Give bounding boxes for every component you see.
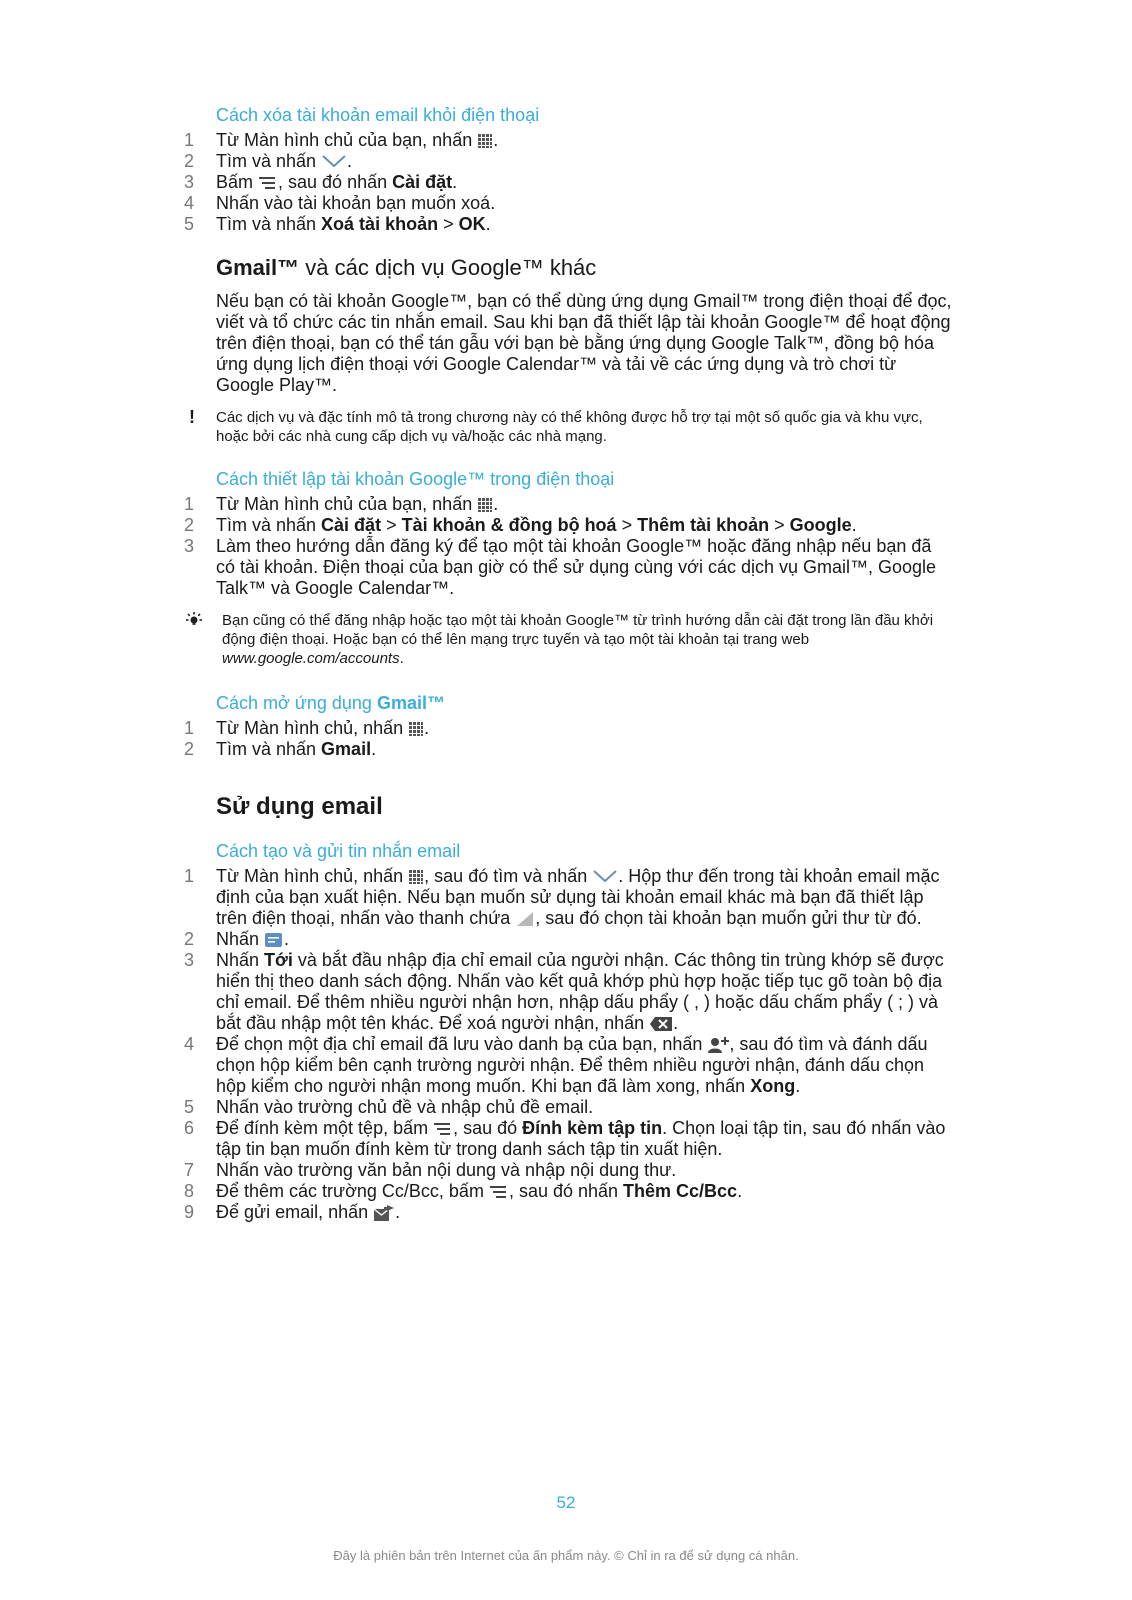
step-separator: > bbox=[769, 515, 790, 535]
step bbox=[184, 193, 954, 214]
section-heading-open-gmail bbox=[216, 692, 954, 714]
step-text: Từ Màn hình chủ của bạn, nhấn bbox=[216, 130, 478, 150]
add-cc-bcc-label: Thêm Cc/Bcc bbox=[623, 1181, 738, 1201]
step bbox=[184, 172, 954, 193]
tip-text: . bbox=[399, 650, 404, 667]
step bbox=[184, 1160, 954, 1181]
settings-label: Cài đặt bbox=[321, 515, 382, 535]
step-number: 2 bbox=[184, 151, 195, 171]
warning-note-text: Các dịch vụ và đặc tính mô tả trong chương này có thể không được hỗ trợ tại một số quốc gia và khu vực, hoặc bởi các nhà cung cấp dịch vụ và/hoặc các nhà mạng. bbox=[216, 409, 923, 445]
step-number: 1 bbox=[184, 130, 195, 150]
step-number: 1 bbox=[184, 718, 195, 738]
step bbox=[184, 130, 954, 151]
warning-note bbox=[189, 407, 954, 446]
step-text: . bbox=[424, 718, 430, 738]
step-text: Tìm và nhấn bbox=[216, 739, 322, 759]
step-text: Từ Màn hình chủ, nhấn bbox=[216, 866, 409, 886]
step-text: Để chọn một địa chỉ email đã lưu vào danh bạ của bạn, nhấn bbox=[216, 1034, 708, 1054]
ok-label: OK bbox=[458, 214, 486, 234]
delete-account-label: Xoá tài khoản bbox=[321, 214, 439, 234]
step-number: 3 bbox=[184, 536, 195, 556]
step bbox=[184, 536, 954, 599]
to-label: Tới bbox=[264, 950, 293, 970]
gmail-section-title bbox=[216, 255, 954, 281]
step bbox=[184, 866, 954, 929]
step-text: . bbox=[795, 1076, 801, 1096]
apps-grid-icon bbox=[408, 721, 424, 737]
step-number: 6 bbox=[184, 1118, 195, 1138]
menu-icon bbox=[489, 1184, 509, 1200]
gmail-label: Gmail bbox=[321, 739, 372, 759]
step-text: , sau đó tìm và đánh dấu chọn hộp kiểm bên cạnh trường người nhận. Để thêm nhiều người nhận, đánh dấu chọn hộp kiểm cho người nhận mong muốn. Khi bạn đã làm xong, nhấn bbox=[216, 1034, 928, 1096]
add-account-label: Thêm tài khoản bbox=[637, 515, 770, 535]
step-number: 3 bbox=[184, 950, 195, 970]
step bbox=[184, 950, 954, 1034]
step-number: 2 bbox=[184, 739, 195, 759]
step-text: . bbox=[493, 494, 499, 514]
compose-icon bbox=[264, 931, 284, 949]
step-number: 8 bbox=[184, 1181, 195, 1201]
step-number: 1 bbox=[184, 866, 195, 886]
page-content bbox=[184, 104, 954, 1223]
delete-account-steps bbox=[184, 130, 954, 235]
step-text: . bbox=[485, 214, 491, 234]
tip-note bbox=[222, 611, 954, 668]
step-text: . bbox=[851, 515, 857, 535]
email-envelope-icon bbox=[592, 868, 618, 886]
step-text: Nhấn bbox=[216, 929, 265, 949]
step-text: Để đính kèm một tệp, bấm bbox=[216, 1118, 434, 1138]
step-text: Bấm bbox=[216, 172, 259, 192]
attach-file-label: Đính kèm tập tin bbox=[522, 1118, 663, 1138]
gmail-paragraph: Nếu bạn có tài khoản Google™, bạn có thể dùng ứng dụng Gmail™ trong điện thoại để đọc, viết và tổ chức các tin nhắn email. Sau khi bạn đã thiết lập tài khoản Google™ để hoạt động trên điện thoại, bạn có thể tán gẫu với bạn bè bằng ứng dụng Google Talk™, đồng bộ hóa ứng dụng lịch điện thoại với Google Calendar™ và tải về các ứng dụng và trò chơi từ Google Play™. bbox=[216, 291, 952, 395]
tip-text: Bạn cũng có thể đăng nhập hoặc tạo một tài khoản Google™ từ trình hướng dẫn cài đặt trong lần đầu khởi động điện thoại. Hoặc bạn có thể lên mạng trực tuyến và tạo một tài khoản tại trang web bbox=[222, 612, 934, 648]
step-text: và bắt đầu nhập địa chỉ email của người nhận. Các thông tin trùng khớp sẽ được hiển thị theo danh sách động. Nhấn vào kết quả khớp phù hợp hoặc tiếp tục gõ toàn bộ địa chỉ email. Để thêm nhiều người nhận hơn, nhập dấu phẩy ( , ) hoặc dấu chấm phẩy ( ; ) và bắt đầu nhập một tên khác. Để xoá người nhận, nhấn bbox=[216, 950, 944, 1033]
step-text: Để thêm các trường Cc/Bcc, bấm bbox=[216, 1181, 489, 1201]
step-number: 2 bbox=[184, 929, 195, 949]
step-text: Làm theo hướng dẫn đăng ký để tạo một tài khoản Google™ hoặc đăng nhập nếu bạn đã có tài khoản. Điện thoại của bạn giờ có thể sử dụng cùng với các dịch vụ Gmail™, Google Talk™ và Google Calendar™. bbox=[216, 536, 937, 598]
compose-email-steps bbox=[184, 866, 954, 1223]
google-accounts-link[interactable]: www.google.com/accounts bbox=[222, 650, 400, 667]
step-text: Nhấn vào trường văn bản nội dung và nhập nội dung thư. bbox=[216, 1160, 677, 1180]
step bbox=[184, 718, 954, 739]
step bbox=[184, 214, 954, 235]
step bbox=[184, 929, 954, 950]
step-number: 2 bbox=[184, 515, 195, 535]
done-label: Xong bbox=[750, 1076, 796, 1096]
step-text: , sau đó nhấn bbox=[508, 1181, 624, 1201]
lightbulb-icon bbox=[184, 611, 204, 631]
step-number: 4 bbox=[184, 193, 195, 213]
step-text: , sau đó chọn tài khoản bạn muốn gửi thư từ đó. bbox=[535, 908, 922, 928]
step-text: . bbox=[347, 151, 353, 171]
step-text: Tìm và nhấn bbox=[216, 214, 322, 234]
step-number: 1 bbox=[184, 494, 195, 514]
copyright-footer: Đây là phiên bản trên Internet của ấn phẩm này. © Chỉ in ra để sử dụng cá nhân. bbox=[333, 1548, 799, 1563]
step-separator: > bbox=[438, 214, 459, 234]
step-text: , sau đó tìm và nhấn bbox=[424, 866, 593, 886]
send-icon bbox=[373, 1204, 395, 1222]
step bbox=[184, 739, 954, 760]
step-number: 4 bbox=[184, 1034, 195, 1054]
warning-icon: ! bbox=[189, 407, 195, 427]
setup-google-steps bbox=[184, 494, 954, 599]
step-text: . bbox=[673, 1013, 679, 1033]
step-text: . bbox=[371, 739, 377, 759]
step-text: Để gửi email, nhấn bbox=[216, 1202, 374, 1222]
menu-icon bbox=[258, 175, 278, 191]
gmail-title-rest: và các dịch vụ Google™ khác bbox=[299, 255, 597, 280]
step-number: 5 bbox=[184, 214, 195, 234]
section-heading-setup-google: Cách thiết lập tài khoản Google™ trong điện thoại bbox=[216, 469, 615, 489]
step-text: , sau đó bbox=[453, 1118, 523, 1138]
apps-grid-icon bbox=[408, 869, 424, 885]
heading-text: Cách mở ứng dụng bbox=[216, 693, 377, 713]
step-number: 9 bbox=[184, 1202, 195, 1222]
step-text: . bbox=[737, 1181, 743, 1201]
step-number: 5 bbox=[184, 1097, 195, 1117]
apps-grid-icon bbox=[477, 497, 493, 513]
step bbox=[184, 1202, 954, 1223]
accounts-sync-label: Tài khoản & đồng bộ hoá bbox=[401, 515, 617, 535]
step-text: . Chọn loại tập tin, sau đó nhấn vào tập tin bạn muốn đính kèm từ trong danh sách tập tin xuất hiện. bbox=[216, 1118, 946, 1159]
step-text: Nhấn vào tài khoản bạn muốn xoá. bbox=[216, 193, 496, 213]
step-text: . bbox=[284, 929, 290, 949]
delete-backspace-icon bbox=[649, 1016, 673, 1032]
step-text: . Hộp thư đến trong tài khoản email mặc định của bạn xuất hiện. Nếu bạn muốn sử dụng tài khoản email khác mà bạn đã thiết lập trên điện thoại, nhấn vào thanh chứa bbox=[216, 866, 940, 928]
account-bar-triangle-icon bbox=[515, 911, 535, 927]
section-heading-compose-email: Cách tạo và gửi tin nhắn email bbox=[216, 841, 461, 861]
email-envelope-icon bbox=[321, 153, 347, 171]
page-number: 52 bbox=[556, 1493, 576, 1512]
step bbox=[184, 1181, 954, 1202]
menu-icon bbox=[433, 1121, 453, 1137]
add-contact-icon bbox=[707, 1036, 729, 1054]
step bbox=[184, 494, 954, 515]
step bbox=[184, 1097, 954, 1118]
step-text: Tìm và nhấn bbox=[216, 151, 322, 171]
step-text: Từ Màn hình chủ của bạn, nhấn bbox=[216, 494, 478, 514]
step-text: . bbox=[493, 130, 499, 150]
step-text: . bbox=[452, 172, 458, 192]
step bbox=[184, 1118, 954, 1160]
step bbox=[184, 515, 954, 536]
step-text: Từ Màn hình chủ, nhấn bbox=[216, 718, 409, 738]
email-section-title: Sử dụng email bbox=[216, 793, 383, 820]
heading-bold: Gmail™ bbox=[376, 693, 445, 713]
gmail-title-bold: Gmail™ bbox=[216, 255, 300, 280]
google-label: Google bbox=[789, 515, 852, 535]
step-text: , sau đó nhấn bbox=[278, 172, 393, 192]
step bbox=[184, 151, 954, 172]
step-text: Nhấn bbox=[216, 950, 265, 970]
settings-label: Cài đặt bbox=[392, 172, 453, 192]
step-number: 7 bbox=[184, 1160, 195, 1180]
step-separator: > bbox=[616, 515, 638, 535]
step-text: Tìm và nhấn bbox=[216, 515, 322, 535]
step-text: Nhấn vào trường chủ đề và nhập chủ đề email. bbox=[216, 1097, 594, 1117]
step bbox=[184, 1034, 954, 1097]
step-number: 3 bbox=[184, 172, 195, 192]
step-separator: > bbox=[381, 515, 402, 535]
open-gmail-steps bbox=[184, 718, 954, 760]
apps-grid-icon bbox=[477, 133, 493, 149]
section-heading-delete-account: Cách xóa tài khoản email khỏi điện thoại bbox=[216, 105, 540, 125]
step-text: . bbox=[395, 1202, 401, 1222]
